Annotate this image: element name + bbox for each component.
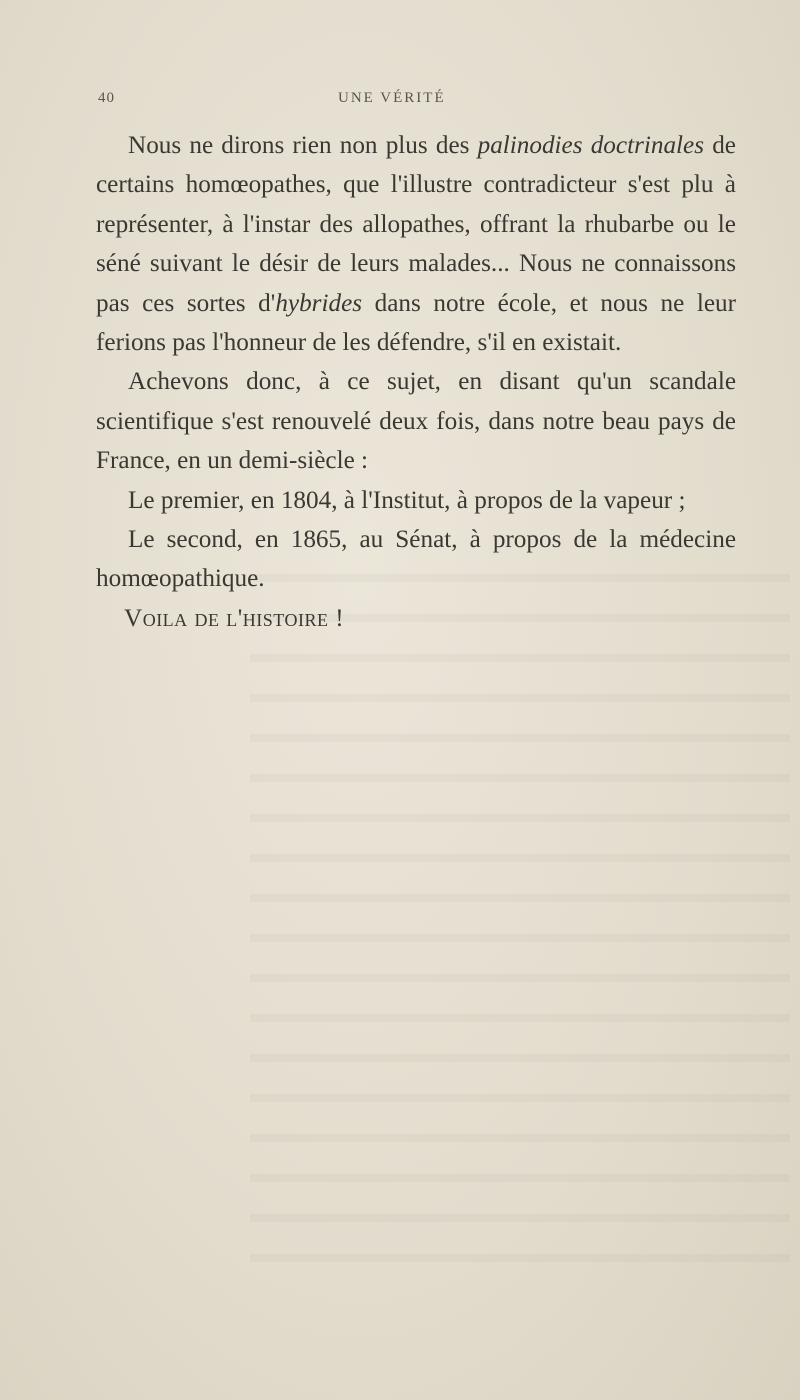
italic-palinodies: palinodies doctrinales (477, 132, 705, 159)
paragraph-3: Le premier, en 1804, à l'Institut, à propos de la vapeur ; (128, 486, 686, 514)
paragraph-2: Achevons donc, à ce sujet, en disant qu'un scandale scientifique s'est renouvelé deux fois, dans notre beau pays de France, en un demi-siècle : (96, 368, 736, 475)
page-number: 40 (98, 90, 115, 106)
italic-hybrides: hybrides (275, 289, 363, 317)
closing-line: Voila de l'histoire ! (124, 604, 345, 632)
body-text (96, 126, 736, 638)
running-title: UNE VÉRITÉ (338, 90, 446, 106)
paragraph-1-text-a: Nous ne dirons rien non plus des (128, 132, 478, 159)
paragraph-1 (96, 126, 736, 362)
paragraph-1-text-b: de certains homœopathes, que l'illustre contradicteur s'est plu à représenter, à l'instar des allopathes, offrant la rhubarbe ou le séné suivant le désir de leurs malades... Nous ne connaissons pas ces sortes d' (96, 132, 736, 317)
paragraph-4: Le second, en 1865, au Sénat, à propos de la médecine homœopathique. (96, 526, 736, 593)
paragraph-1-text-c: dans notre école, et nous ne leur ferions pas l'honneur de les défendre, s'il en existait. (96, 289, 736, 357)
running-head (98, 90, 738, 114)
show-through-texture (250, 560, 790, 1280)
